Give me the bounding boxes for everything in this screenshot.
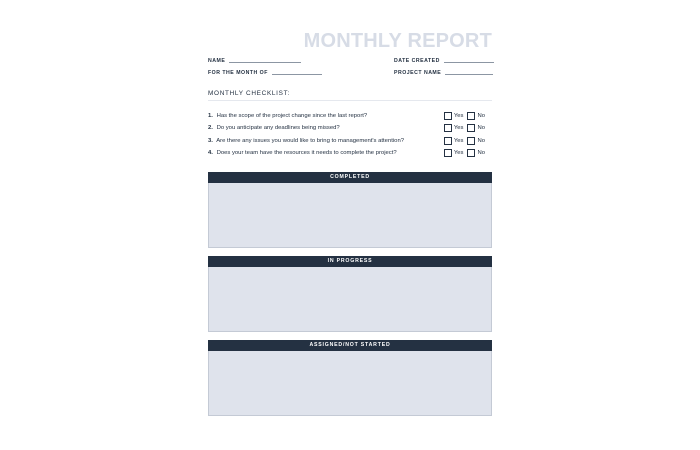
- completed-section: [208, 172, 492, 248]
- no-checkbox[interactable]: [467, 149, 475, 157]
- checklist-divider: [208, 100, 492, 101]
- project-name-field[interactable]: [394, 70, 493, 76]
- answer-options: [444, 137, 489, 145]
- name-line[interactable]: [229, 62, 301, 63]
- project-name-line[interactable]: [445, 74, 493, 75]
- checklist-heading: MONTHLY CHECKLIST:: [208, 90, 290, 97]
- no-label: No: [477, 125, 485, 131]
- question-number: 1.: [208, 113, 213, 119]
- checklist-question-2: [208, 125, 492, 135]
- month-field[interactable]: [208, 70, 322, 76]
- answer-options: [444, 124, 489, 132]
- project-name-label: PROJECT NAME: [394, 70, 442, 76]
- completed-header: COMPLETED: [208, 172, 492, 183]
- question-text: Does your team have the resources it needs to complete the project?: [216, 150, 397, 156]
- in-progress-notes-area[interactable]: [208, 267, 492, 332]
- answer-options: [444, 112, 489, 120]
- name-label: NAME: [208, 58, 226, 64]
- yes-checkbox[interactable]: [444, 137, 452, 145]
- checklist-question-4: [208, 150, 492, 160]
- question-text: Are there any issues you would like to bring to management's attention?: [216, 138, 405, 144]
- no-label: No: [477, 138, 485, 144]
- yes-label: Yes: [453, 125, 464, 131]
- question-text: Has the scope of the project change since the last report?: [216, 113, 368, 119]
- date-created-label: DATE CREATED: [394, 58, 440, 64]
- yes-checkbox[interactable]: [444, 149, 452, 157]
- yes-label: Yes: [453, 138, 464, 144]
- date-created-line[interactable]: [444, 62, 494, 63]
- date-created-field[interactable]: [394, 58, 494, 64]
- no-label: No: [477, 113, 485, 119]
- checklist-question-1: [208, 113, 492, 123]
- question-text: Do you anticipate any deadlines being missed?: [216, 125, 340, 131]
- month-label: FOR THE MONTH OF: [208, 70, 268, 76]
- assigned-section: [208, 340, 492, 416]
- yes-checkbox[interactable]: [444, 112, 452, 120]
- in-progress-section: [208, 256, 492, 332]
- yes-label: Yes: [453, 113, 464, 119]
- answer-options: [444, 149, 489, 157]
- assigned-notes-area[interactable]: [208, 351, 492, 416]
- month-line[interactable]: [272, 74, 322, 75]
- no-label: No: [477, 150, 485, 156]
- no-checkbox[interactable]: [467, 112, 475, 120]
- checklist-question-3: [208, 138, 492, 148]
- name-field[interactable]: [208, 58, 301, 64]
- in-progress-header: IN PROGRESS: [208, 256, 492, 267]
- yes-label: Yes: [453, 150, 464, 156]
- yes-checkbox[interactable]: [444, 124, 452, 132]
- completed-notes-area[interactable]: [208, 183, 492, 248]
- assigned-header: ASSIGNED/NOT STARTED: [208, 340, 492, 351]
- no-checkbox[interactable]: [467, 124, 475, 132]
- question-number: 4.: [208, 150, 213, 156]
- question-number: 3.: [208, 138, 213, 144]
- report-title: MONTHLY REPORT: [303, 30, 492, 52]
- question-number: 2.: [208, 125, 213, 131]
- no-checkbox[interactable]: [467, 137, 475, 145]
